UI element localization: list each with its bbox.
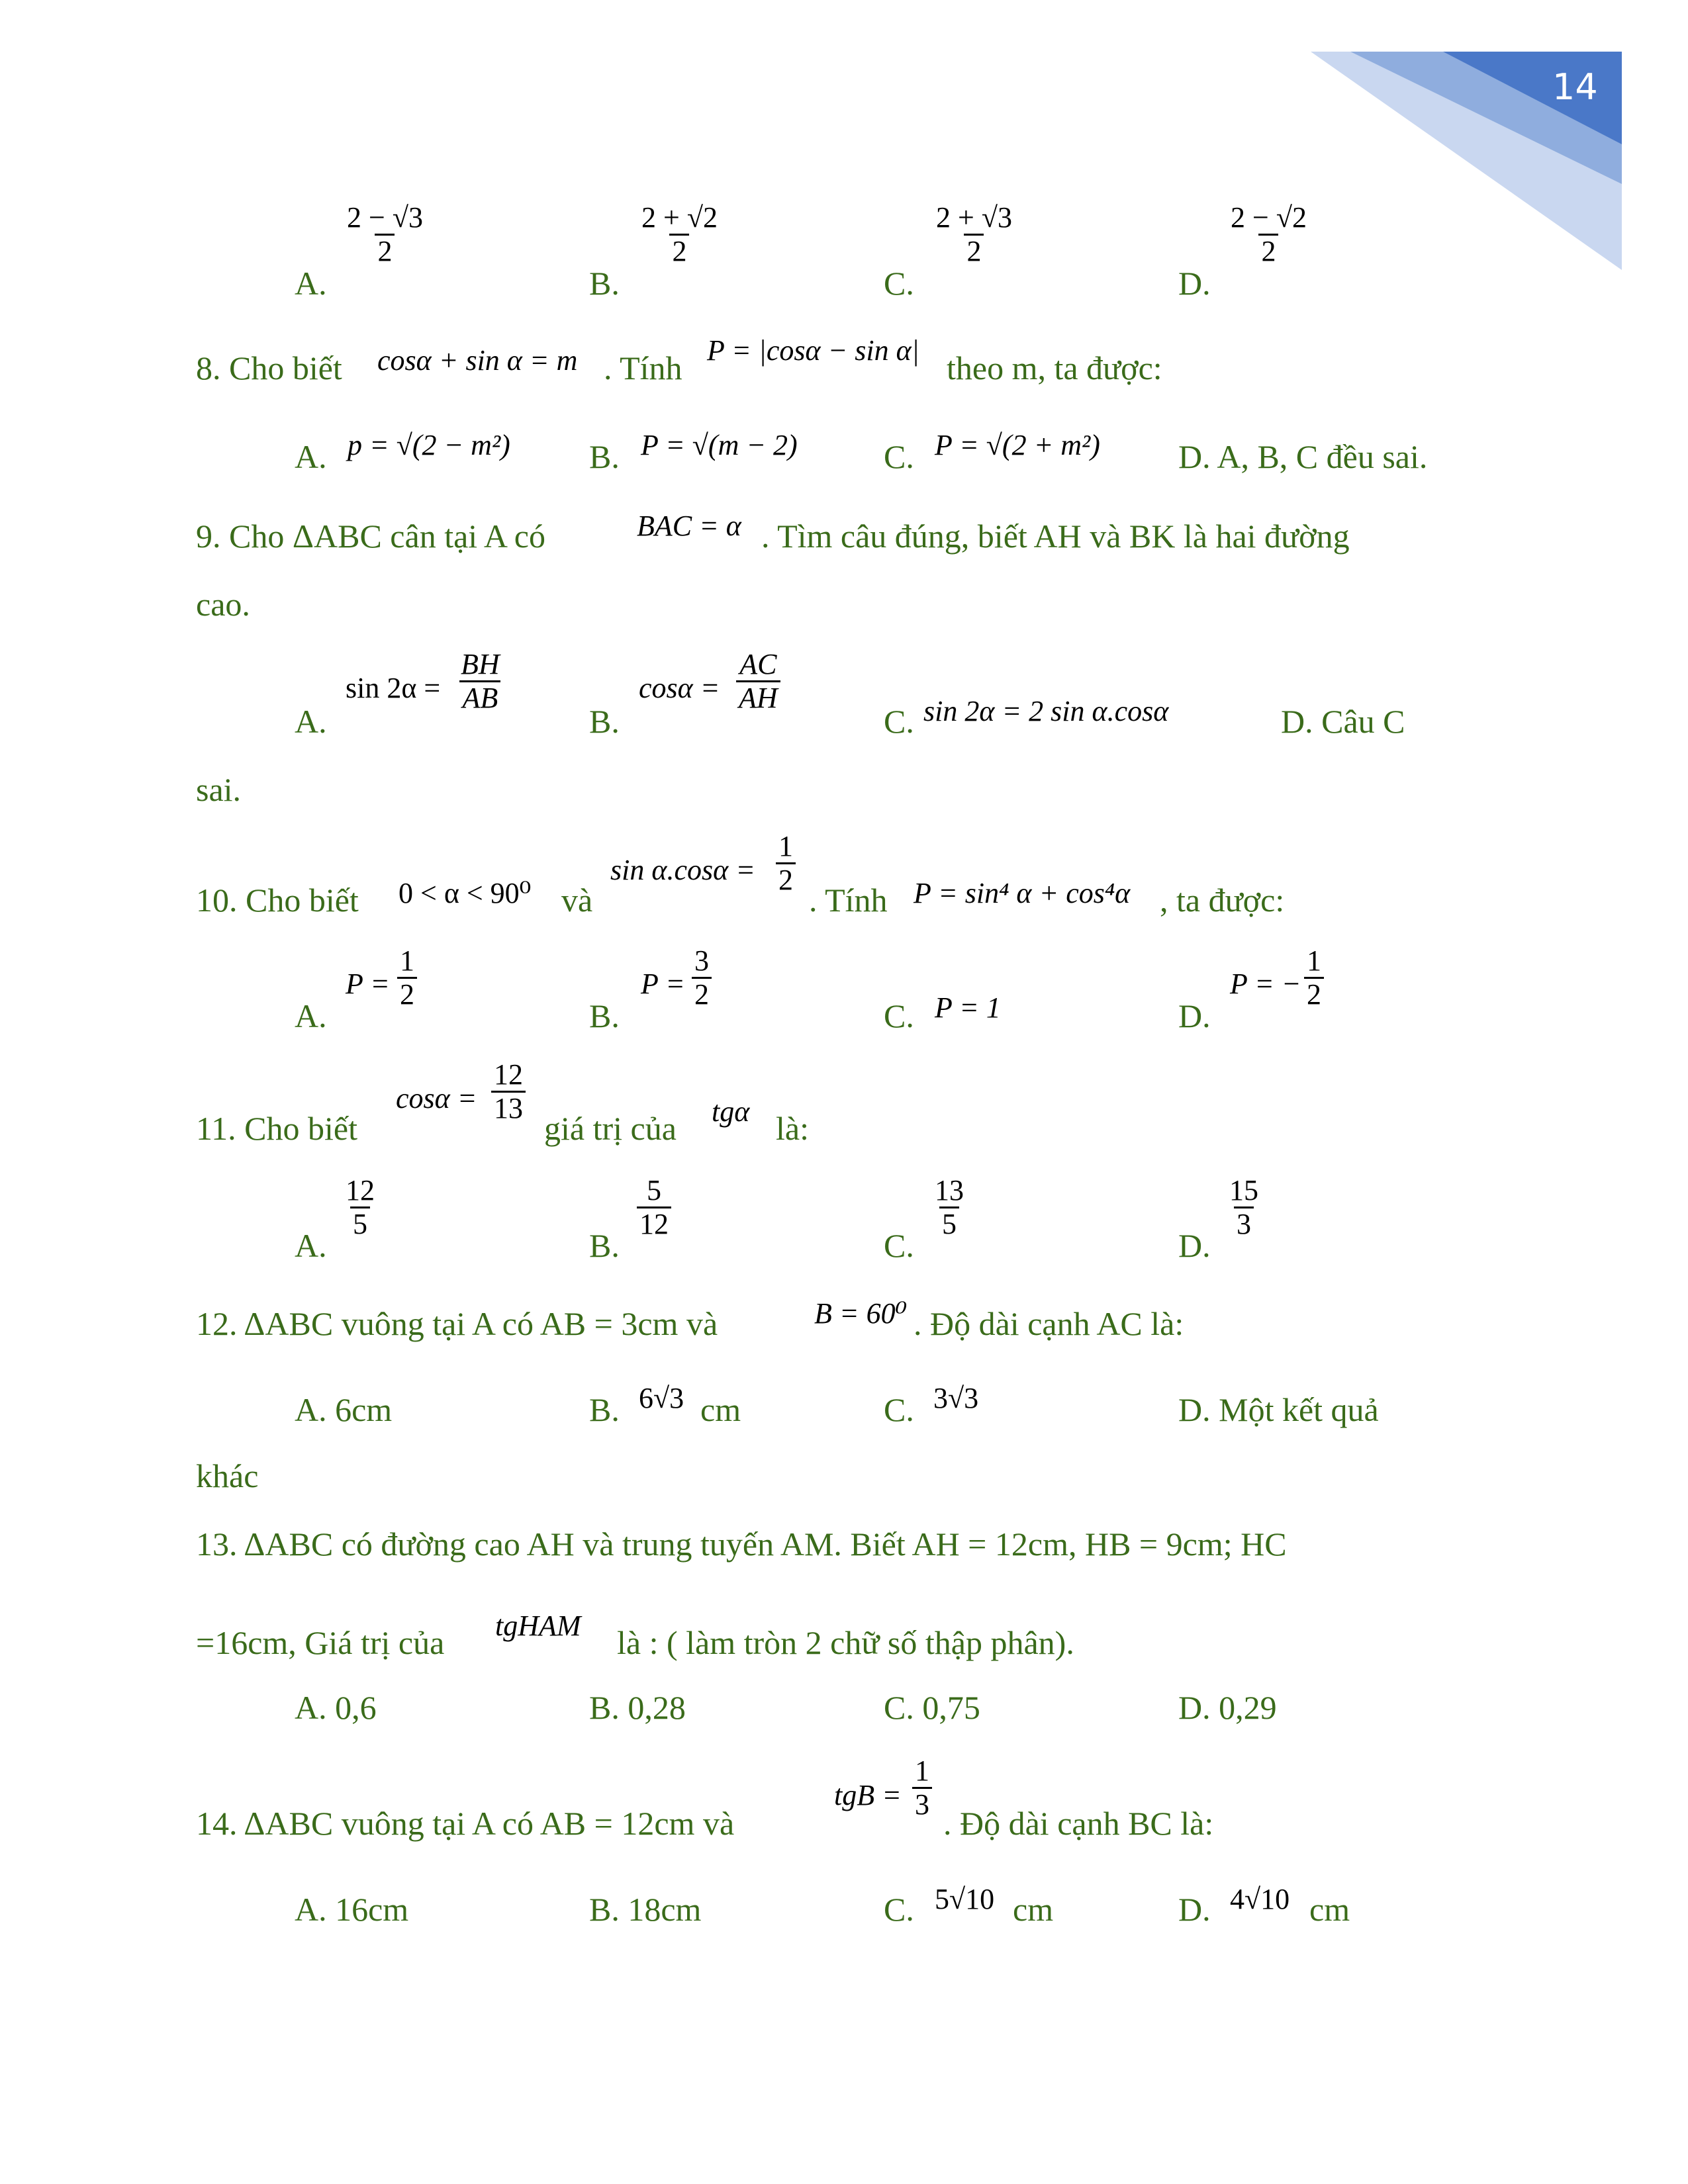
q10-d-frac (1304, 945, 1324, 1011)
q13-eq: tgHAM (495, 1610, 581, 1642)
q8-d-text: D. A, B, C đều sai. (1178, 438, 1428, 475)
q10-d-num: 1 (1307, 944, 1321, 977)
q7-b-num: 2 + √2 (641, 201, 718, 234)
q10-cond: 0 < α < 90⁰ (399, 877, 532, 909)
q8-prefix: 8. Cho biết (196, 349, 342, 387)
q10-eq-lhs: sin α.cosα = (610, 854, 755, 886)
q11-d-frac (1227, 1175, 1261, 1240)
q14-prefix: 14. ΔABC vuông tại A có AB = 12cm và (196, 1805, 735, 1842)
q13-b-text: B. 0,28 (589, 1689, 686, 1726)
q8-mid: . Tính (604, 349, 682, 387)
q7-c-frac (933, 202, 1015, 267)
q11-b-frac (637, 1175, 671, 1240)
q14-d-expr: 4√10 (1230, 1883, 1290, 1915)
q9-suffix: . Tìm câu đúng, biết AH và BK là hai đường (761, 518, 1350, 555)
q10-and: và (561, 882, 593, 919)
q11-c-frac (932, 1175, 966, 1240)
q11-mid: giá trị của (544, 1110, 677, 1147)
q11-c-num: 13 (935, 1174, 964, 1206)
q9-b-frac (736, 649, 780, 714)
q12-d-text: D. Một kết quả (1178, 1391, 1379, 1428)
q7-a-num: 2 − √3 (347, 201, 423, 234)
q10-prefix: 10. Cho biết (196, 882, 359, 919)
q11-a-num: 12 (346, 1174, 375, 1206)
q10-c-expr: P = 1 (935, 991, 1001, 1024)
q10-b-frac (692, 945, 712, 1011)
q13-line2-suffix: là : ( làm tròn 2 chữ số thập phân). (617, 1624, 1074, 1661)
q9-a-label: A. (295, 703, 327, 740)
q12-line-last: khác (196, 1457, 259, 1494)
q14-c-expr: 5√10 (935, 1883, 995, 1915)
q14-eq-frac (912, 1755, 932, 1821)
q14-c-label: C. (884, 1891, 914, 1928)
q9-a-frac (458, 649, 502, 714)
q12-a-text: A. 6cm (295, 1391, 393, 1428)
q9-eq: BAC = α (637, 510, 741, 542)
q11-prefix: 11. Cho biết (196, 1110, 357, 1147)
q12-c-expr: 3√3 (933, 1382, 979, 1414)
q9-b-den: AH (736, 680, 780, 714)
q9-b-lhs: cosα = (639, 672, 720, 704)
q11-a-frac (343, 1175, 377, 1240)
q11-b-label: B. (589, 1227, 620, 1264)
q14-c-unit: cm (1013, 1891, 1054, 1928)
q9-c-expr: sin 2α = 2 sin α.cosα (923, 695, 1169, 727)
q10-a-lhs: P = (346, 968, 390, 1000)
q7-d-label: D. (1178, 265, 1211, 302)
q11-tg: tgα (712, 1095, 750, 1128)
q10-c-label: C. (884, 997, 914, 1034)
q8-a-expr: p = √(2 − m²) (348, 429, 510, 461)
q9-line2: cao. (196, 586, 250, 623)
q10-eq-frac (776, 831, 796, 896)
q13-d-text: D. 0,29 (1178, 1689, 1277, 1726)
q13-a-text: A. 0,6 (295, 1689, 377, 1726)
q10-b-label: B. (589, 997, 620, 1034)
q7-a-den: 2 (375, 234, 395, 267)
q12-b-expr: 6√3 (639, 1382, 684, 1414)
q11-c-label: C. (884, 1227, 914, 1264)
q10-mid: . Tính (809, 882, 888, 919)
q8-suffix: theo m, ta được: (947, 349, 1162, 387)
q9-prefix: 9. Cho ΔABC cân tại A có (196, 518, 545, 555)
q11-eq-frac (491, 1059, 526, 1124)
q14-eq-num: 1 (915, 1754, 929, 1787)
q9-b-num: AC (739, 648, 777, 680)
q10-eq2: P = sin⁴ α + cos⁴α (914, 877, 1131, 909)
q10-suffix: , ta được: (1160, 882, 1285, 919)
q14-eq-lhs: tgB = (834, 1779, 902, 1811)
q11-a-label: A. (295, 1227, 327, 1264)
q8-eq1: cosα + sin α = m (377, 344, 578, 377)
q11-c-den: 5 (939, 1206, 959, 1240)
q8-b-expr: P = √(m − 2) (641, 429, 798, 461)
q10-b-num: 3 (694, 944, 709, 977)
q11-suffix: là: (776, 1110, 809, 1147)
q13-c-text: C. 0,75 (884, 1689, 980, 1726)
q9-a-den: AB (459, 680, 500, 714)
q12-b-label: B. (589, 1391, 620, 1428)
q9-b-label: B. (589, 703, 620, 740)
q10-b-lhs: P = (641, 968, 685, 1000)
q9-a-num: BH (461, 648, 500, 680)
q13-line2-prefix: =16cm, Giá trị của (196, 1624, 445, 1661)
q11-eq-lhs: cosα = (396, 1082, 477, 1115)
q10-eq-den: 2 (776, 862, 796, 896)
q11-b-den: 12 (637, 1206, 671, 1240)
q10-d-lhs: P = − (1230, 968, 1301, 1000)
q7-d-num: 2 − √2 (1231, 201, 1307, 234)
q12-c-label: C. (884, 1391, 914, 1428)
q9-c-label: C. (884, 703, 914, 740)
q14-b-text: B. 18cm (589, 1891, 702, 1928)
q11-b-num: 5 (647, 1174, 661, 1206)
q8-c-label: C. (884, 438, 914, 475)
q12-eq: B = 60⁰ (814, 1297, 908, 1330)
q9-d-text: D. Câu C (1281, 703, 1405, 740)
q9-a-lhs: sin 2α = (346, 672, 441, 704)
q8-eq2: P = |cosα − sin α| (707, 334, 919, 367)
q14-a-text: A. 16cm (295, 1891, 409, 1928)
q9-line-last: sai. (196, 771, 242, 808)
q14-d-unit: cm (1309, 1891, 1350, 1928)
q11-eq-num: 12 (494, 1058, 523, 1091)
q12-b-unit: cm (700, 1391, 741, 1428)
q14-d-label: D. (1178, 1891, 1211, 1928)
q14-eq-den: 3 (912, 1787, 932, 1821)
q7-c-label: C. (884, 265, 914, 302)
q8-a-label: A. (295, 438, 327, 475)
q7-b-frac (639, 202, 720, 267)
q10-eq-num: 1 (778, 830, 793, 862)
q8-c-expr: P = √(2 + m²) (935, 429, 1100, 461)
q11-eq-den: 13 (491, 1091, 526, 1124)
q7-a-label: A. (295, 265, 327, 302)
q12-suffix: . Độ dài cạnh AC là: (914, 1305, 1184, 1342)
q11-d-den: 3 (1234, 1206, 1254, 1240)
q14-suffix: . Độ dài cạnh BC là: (943, 1805, 1214, 1842)
q11-d-num: 15 (1229, 1174, 1258, 1206)
q7-a-frac (344, 202, 426, 267)
q7-d-frac (1228, 202, 1309, 267)
q7-c-den: 2 (964, 234, 984, 267)
q10-d-den: 2 (1304, 977, 1324, 1011)
q10-a-num: 1 (400, 944, 414, 977)
q10-d-label: D. (1178, 997, 1211, 1034)
q11-d-label: D. (1178, 1227, 1211, 1264)
q10-b-den: 2 (692, 977, 712, 1011)
q7-b-den: 2 (669, 234, 689, 267)
q11-a-den: 5 (350, 1206, 370, 1240)
q7-b-label: B. (589, 265, 620, 302)
q7-c-num: 2 + √3 (936, 201, 1012, 234)
q13-line1: 13. ΔABC có đường cao AH và trung tuyến AM. Biết AH = 12cm, HB = 9cm; HC (196, 1525, 1287, 1563)
q7-d-den: 2 (1258, 234, 1278, 267)
q10-a-frac (397, 945, 417, 1011)
q10-a-label: A. (295, 997, 327, 1034)
q12-prefix: 12. ΔABC vuông tại A có AB = 3cm và (196, 1305, 718, 1342)
page-number: 14 (1552, 66, 1598, 108)
q10-a-den: 2 (397, 977, 417, 1011)
q8-b-label: B. (589, 438, 620, 475)
